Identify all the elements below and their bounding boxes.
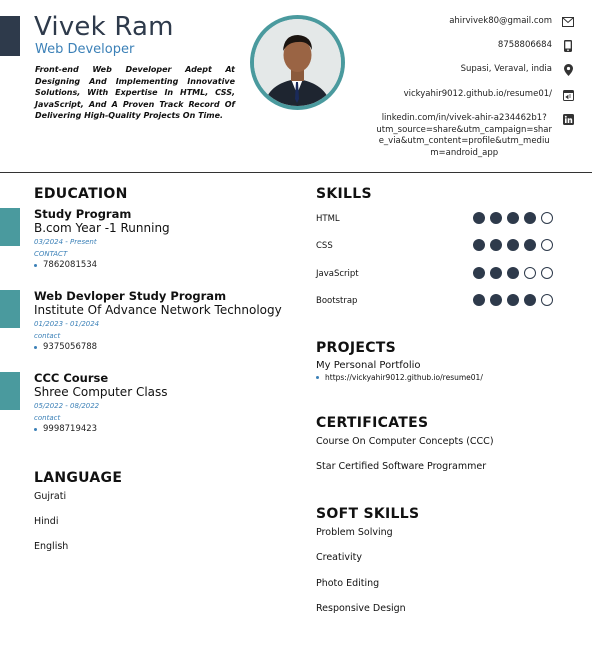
education-institute: B.com Year -1 Running — [34, 221, 170, 235]
skill-name: HTML — [316, 214, 340, 224]
header-accent-bar — [0, 16, 20, 56]
education-phone-text: 9375056788 — [43, 342, 98, 352]
skill-dot-empty — [541, 239, 553, 251]
phone-icon — [562, 40, 574, 52]
skill-name: JavaScript — [316, 269, 359, 279]
location-pin-icon — [562, 64, 574, 76]
skill-dot-filled — [490, 294, 502, 306]
skill-row — [316, 267, 576, 281]
skill-dot-filled — [507, 267, 519, 279]
phone-text[interactable]: 8758806684 — [497, 40, 552, 50]
skill-rating — [473, 212, 558, 224]
skill-dot-empty — [541, 267, 553, 279]
education-dates: 01/2023 - 01/2024 — [34, 320, 100, 328]
certificate-item: Course On Computer Concepts (CCC) — [316, 436, 494, 447]
education-phone-text: 7862081534 — [43, 260, 98, 270]
mail-icon — [562, 16, 574, 28]
website-text[interactable]: vickyahir9012.github.io/resume01/ — [403, 89, 552, 99]
education-contact-label: CONTACT — [34, 250, 68, 258]
education-phone-text: 9998719423 — [43, 424, 98, 434]
language-item: Gujrati — [34, 491, 67, 502]
header-divider — [0, 172, 592, 173]
contact-linkedin[interactable] — [376, 113, 574, 159]
education-institute: Institute Of Advance Network Technology — [34, 303, 282, 317]
skill-dot-filled — [490, 239, 502, 251]
education-dates: 05/2022 - 08/2022 — [34, 402, 100, 410]
education-dates: 03/2024 - Present — [34, 238, 97, 246]
profile-photo — [254, 19, 341, 106]
linkedin-text[interactable] — [376, 113, 552, 159]
education-item — [34, 207, 294, 271]
soft-skill-item: Creativity — [316, 552, 362, 563]
project-name: My Personal Portfolio — [316, 360, 421, 371]
soft-skill-item: Responsive Design — [316, 603, 406, 614]
education-accent-bar — [0, 372, 20, 410]
education-phone — [34, 423, 294, 435]
skill-rating — [473, 239, 558, 251]
education-accent-bar — [0, 208, 20, 246]
skill-dot-filled — [507, 294, 519, 306]
skills-title: SKILLS — [316, 186, 372, 202]
skill-dot-empty — [524, 267, 536, 279]
bullet-icon — [316, 376, 319, 379]
skill-dot-filled — [524, 294, 536, 306]
skill-dot-filled — [490, 267, 502, 279]
contact-location — [461, 64, 574, 76]
project-link-text[interactable]: https://vickyahir9012.github.io/resume01/ — [325, 373, 483, 382]
skill-dot-filled — [473, 212, 485, 224]
skill-dot-filled — [524, 239, 536, 251]
skill-rating — [473, 267, 558, 279]
skill-dot-empty — [541, 294, 553, 306]
education-item — [34, 289, 294, 353]
website-icon — [562, 89, 574, 101]
contact-phone[interactable] — [498, 40, 574, 52]
soft-skill-item: Photo Editing — [316, 578, 380, 589]
profile-photo-frame — [250, 15, 345, 110]
resume-role: Web Developer — [35, 42, 135, 57]
skill-dot-filled — [507, 212, 519, 224]
skill-row — [316, 294, 576, 308]
soft-skill-item: Problem Solving — [316, 527, 393, 538]
skill-row — [316, 239, 576, 253]
linkedin-line-3[interactable]: e_via&utm_content=profile&utm_mediu — [378, 136, 550, 146]
email-text[interactable]: ahirvivek80@gmail.com — [449, 16, 552, 26]
bullet-icon — [34, 346, 37, 349]
linkedin-line-1[interactable]: linkedin.com/in/vivek-ahir-a234462b1? — [381, 113, 547, 123]
contact-email[interactable] — [449, 16, 574, 28]
skill-dot-filled — [490, 212, 502, 224]
education-phone — [34, 259, 294, 271]
project-link[interactable] — [316, 373, 483, 382]
skill-row — [316, 212, 576, 226]
linkedin-icon — [562, 113, 574, 125]
certificates-title: CERTIFICATES — [316, 415, 429, 431]
skill-name: Bootstrap — [316, 296, 358, 306]
location-text: Supasi, Veraval, india — [460, 64, 552, 74]
linkedin-line-2[interactable]: utm_source=share&utm_campaign=shar — [376, 124, 552, 135]
profile-summary: Front-end Web Developer Adept At Designing And Implementing Innovative Solutions, With Expertise In HTML, CSS, JavaScript, And A Proven Track Record Of Delivering High-Quality Projects On Time. — [35, 65, 235, 121]
bullet-icon — [34, 428, 37, 431]
resume-name: Vivek Ram — [34, 12, 174, 42]
certificate-item: Star Certified Software Programmer — [316, 461, 487, 472]
education-title: EDUCATION — [34, 186, 128, 202]
education-program: Study Program — [34, 207, 132, 221]
skill-rating — [473, 294, 558, 306]
projects-title: PROJECTS — [316, 340, 397, 356]
education-program: CCC Course — [34, 371, 109, 385]
skill-dot-filled — [507, 239, 519, 251]
education-institute: Shree Computer Class — [34, 385, 168, 399]
skill-dot-filled — [473, 267, 485, 279]
education-accent-bar — [0, 290, 20, 328]
bullet-icon — [34, 264, 37, 267]
linkedin-line-4[interactable]: m=android_app — [430, 147, 499, 158]
education-item — [34, 371, 294, 435]
soft-skills-title: SOFT SKILLS — [316, 506, 420, 522]
education-contact-label: contact — [34, 332, 61, 340]
education-phone — [34, 341, 294, 353]
skill-dot-empty — [541, 212, 553, 224]
education-program: Web Devloper Study Program — [34, 289, 227, 303]
language-item: Hindi — [34, 516, 59, 527]
contact-website[interactable] — [404, 89, 574, 101]
education-contact-label: contact — [34, 414, 61, 422]
language-item: English — [34, 541, 69, 552]
skill-dot-filled — [524, 212, 536, 224]
skill-dot-filled — [473, 239, 485, 251]
skill-dot-filled — [473, 294, 485, 306]
skill-name: CSS — [316, 241, 333, 251]
language-title: LANGUAGE — [34, 470, 123, 486]
